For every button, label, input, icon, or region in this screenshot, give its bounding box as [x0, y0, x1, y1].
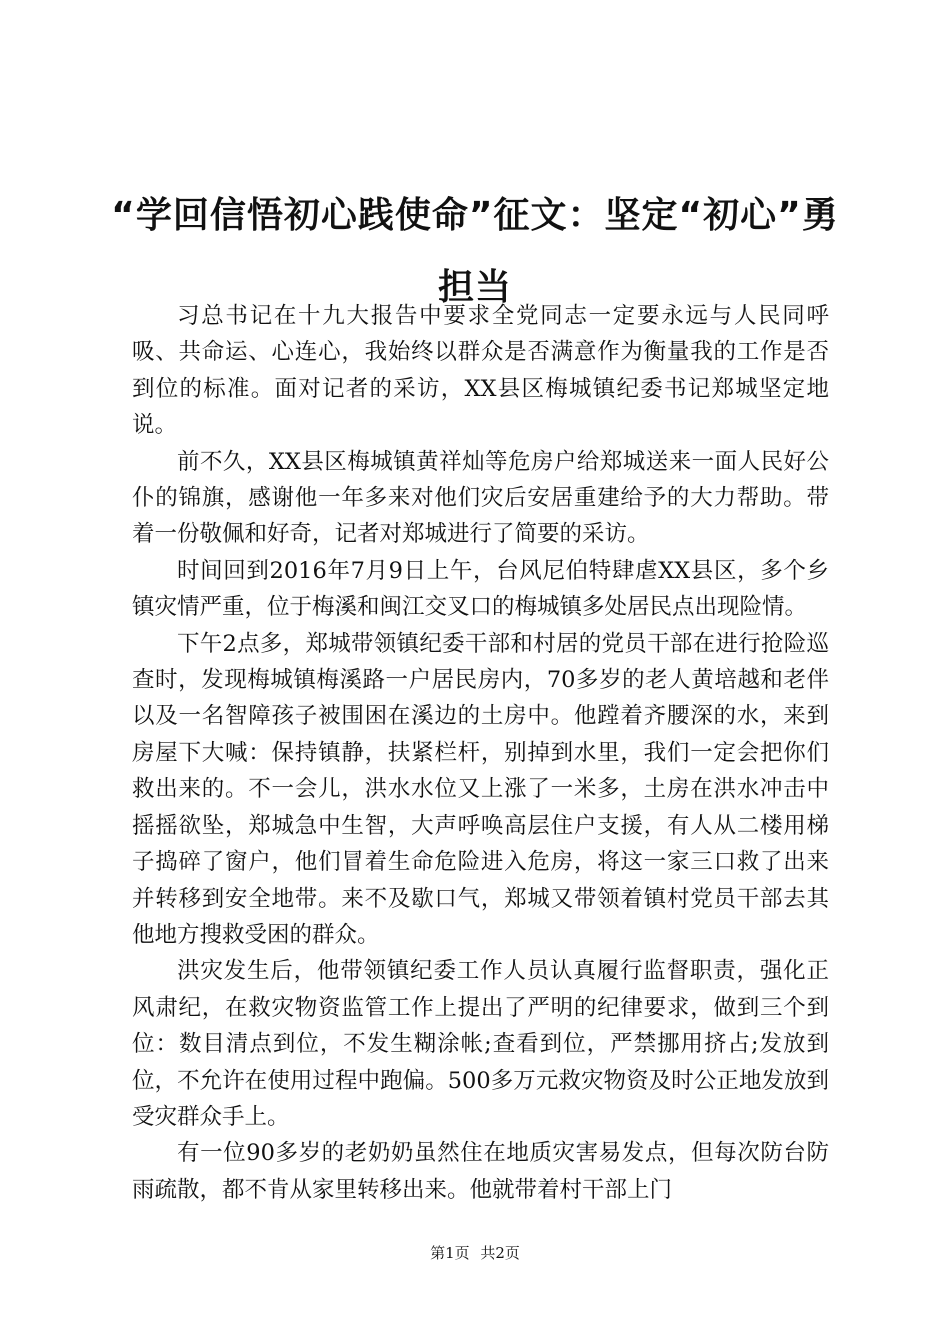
paragraph: 前不久，XX县区梅城镇黄祥灿等危房户给郑城送来一面人民好公仆的锦旗，感谢他一年多来对他们灾后安居重建给予的大力帮助。带着一份敬佩和好奇，记者对郑城进行了简要的采访。	[132, 448, 829, 548]
document-body	[132, 298, 829, 1208]
paragraph: 下午2点多，郑城带领镇纪委干部和村居的党员干部在进行抢险巡查时，发现梅城镇梅溪路一户居民房内，70多岁的老人黄培越和老伴以及一名智障孩子被围困在溪边的土房中。他蹚着齐腰深的水，来到房屋下大喊：保持镇静，扶紧栏杆，别掉到水里，我们一定会把你们救出来的。不一会儿，洪水水位又上涨了一米多，土房在洪水冲击中摇摇欲坠，郑城急中生智，大声呼唤高层住户支援，有人从二楼用梯子捣碎了窗户，他们冒着生命危险进入危房，将这一家三口救了出来并转移到安全地带。来不及歇口气，郑城又带领着镇村党员干部去其他地方搜救受困的群众。	[132, 630, 829, 948]
paragraph: 习总书记在十九大报告中要求全党同志一定要永远与人民同呼吸、共命运、心连心，我始终以群众是否满意作为衡量我的工作是否到位的标准。面对记者的采访，XX县区梅城镇纪委书记郑城坚定地说。	[132, 303, 829, 439]
document-title: “学回信悟初心践使命”征文：坚定“初心”勇担当	[111, 195, 839, 308]
paragraph: 洪灾发生后，他带领镇纪委工作人员认真履行监督职责，强化正风肃纪，在救灾物资监管工作上提出了严明的纪律要求，做到三个到位：数目清点到位，不发生糊涂帐;查看到位，严禁挪用挤占;发放到位，不允许在使用过程中跑偏。500多万元救灾物资及时公正地发放到受灾群众手上。	[132, 958, 829, 1130]
page-footer	[0, 1243, 950, 1263]
paragraph: 时间回到2016年7月9日上午，台风尼伯特肆虐XX县区，多个乡镇灾情严重，位于梅溪和闽江交叉口的梅城镇多处居民点出现险情。	[132, 557, 829, 621]
page-number: 第1页	[430, 1244, 470, 1262]
page-total: 共2页	[480, 1244, 520, 1262]
paragraph: 有一位90多岁的老奶奶虽然住在地质灾害易发点，但每次防台防雨疏散，都不肯从家里转移出来。他就带着村干部上门	[132, 1140, 829, 1203]
